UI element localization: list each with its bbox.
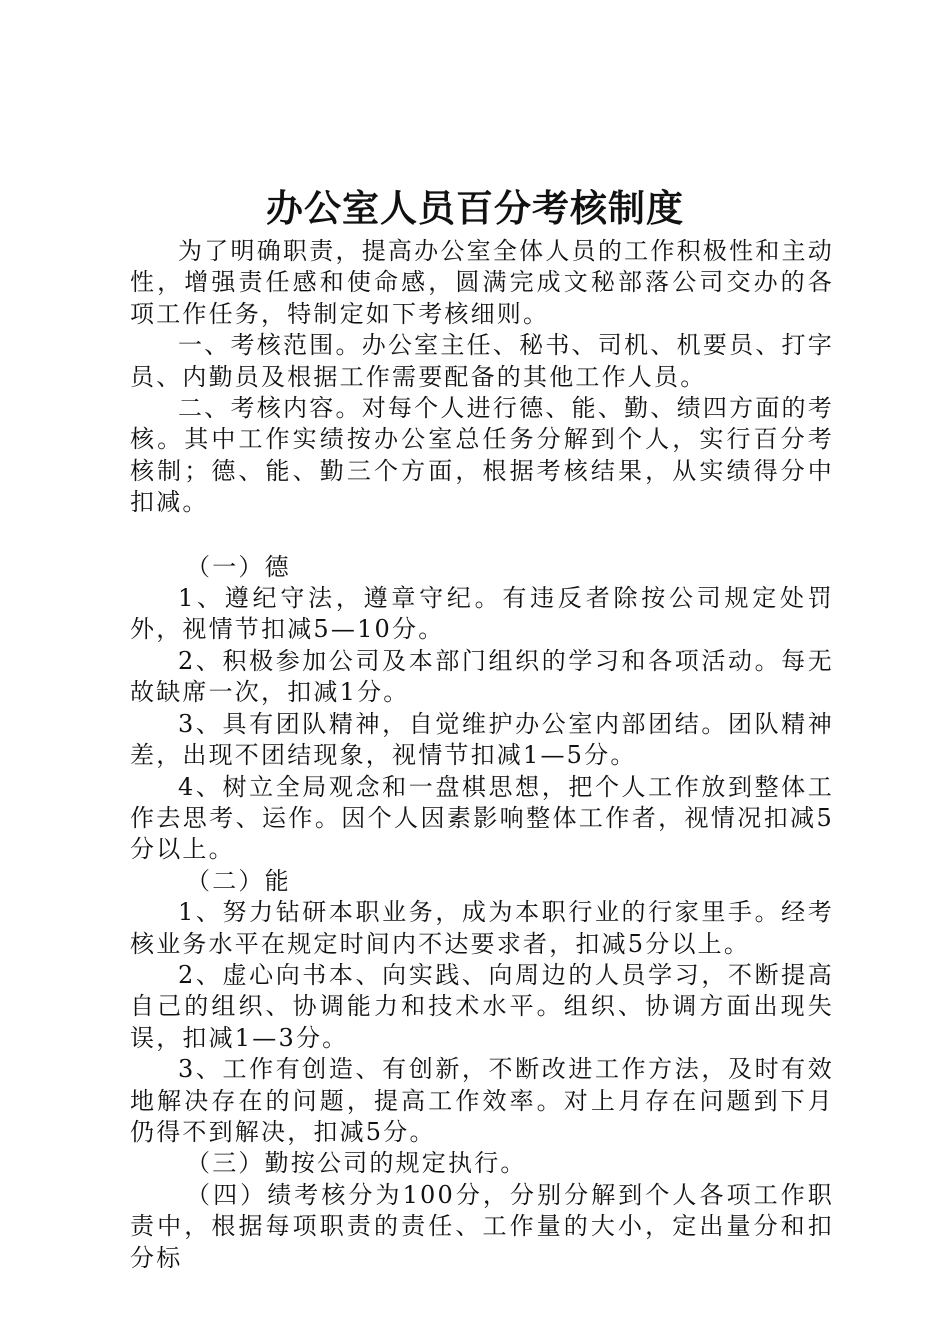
subsection-qin: （三）勤按公司的规定执行。 <box>186 1149 527 1178</box>
section-content-paragraph: 二、考核内容。对每个人进行德、能、勤、绩四方面的考核。其中工作实绩按办公室总任务分解到个人，实行百分考核制；德、能、勤三个方面，根据考核结果，从实绩得分中扣减。 <box>130 394 834 517</box>
intro-paragraph: 为了明确职责，提高办公室全体人员的工作积极性和主动性，增强责任感和使命感，圆满完成文秘部落公司交办的各项工作任务，特制定如下考核细则。 <box>130 237 834 328</box>
de-item-4: 4、树立全局观念和一盘棋思想，把个人工作放到整体工作去思考、运作。因个人因素影响整体工作者，视情况扣减5分以上。 <box>130 772 834 864</box>
document-title: 办公室人员百分考核制度 <box>266 186 684 230</box>
de-item-3: 3、具有团队精神，自觉维护办公室内部团结。团队精神差，出现不团结现象，视情节扣减1—5分。 <box>130 709 834 770</box>
section-scope-paragraph: 一、考核范围。办公室主任、秘书、司机、机要员、打字员、内勤员及根据工作需要配备的其他工作人员。 <box>130 331 834 391</box>
subsection-ji: （四）绩考核分为100分，分别分解到个人各项工作职责中，根据每项职责的责任、工作量的大小，定出量分和扣分标 <box>130 1180 834 1272</box>
neng-item-3: 3、工作有创造、有创新，不断改进工作方法，及时有效地解决存在的问题，提高工作效率。对上月存在问题到下月仍得不到解决，扣减5分。 <box>130 1055 834 1146</box>
subsection-heading-de: （一）德 <box>186 552 291 581</box>
neng-item-2: 2、虚心向书本、向实践、向周边的人员学习，不断提高自己的组织、协调能力和技术水平。组织、协调方面出现失误，扣减1—3分。 <box>130 960 834 1052</box>
subsection-heading-neng: （二）能 <box>186 866 291 895</box>
neng-item-1: 1、努力钻研本职业务，成为本职行业的行家里手。经考核业务水平在规定时间内不达要求者，扣减5分以上。 <box>130 898 834 958</box>
de-item-1: 1、遵纪守法，遵章守纪。有违反者除按公司规定处罚外，视情节扣减5—10分。 <box>130 584 834 644</box>
document-body <box>130 236 834 1274</box>
de-item-2: 2、积极参加公司及本部门组织的学习和各项活动。每无故缺席一次，扣减1分。 <box>130 646 834 707</box>
